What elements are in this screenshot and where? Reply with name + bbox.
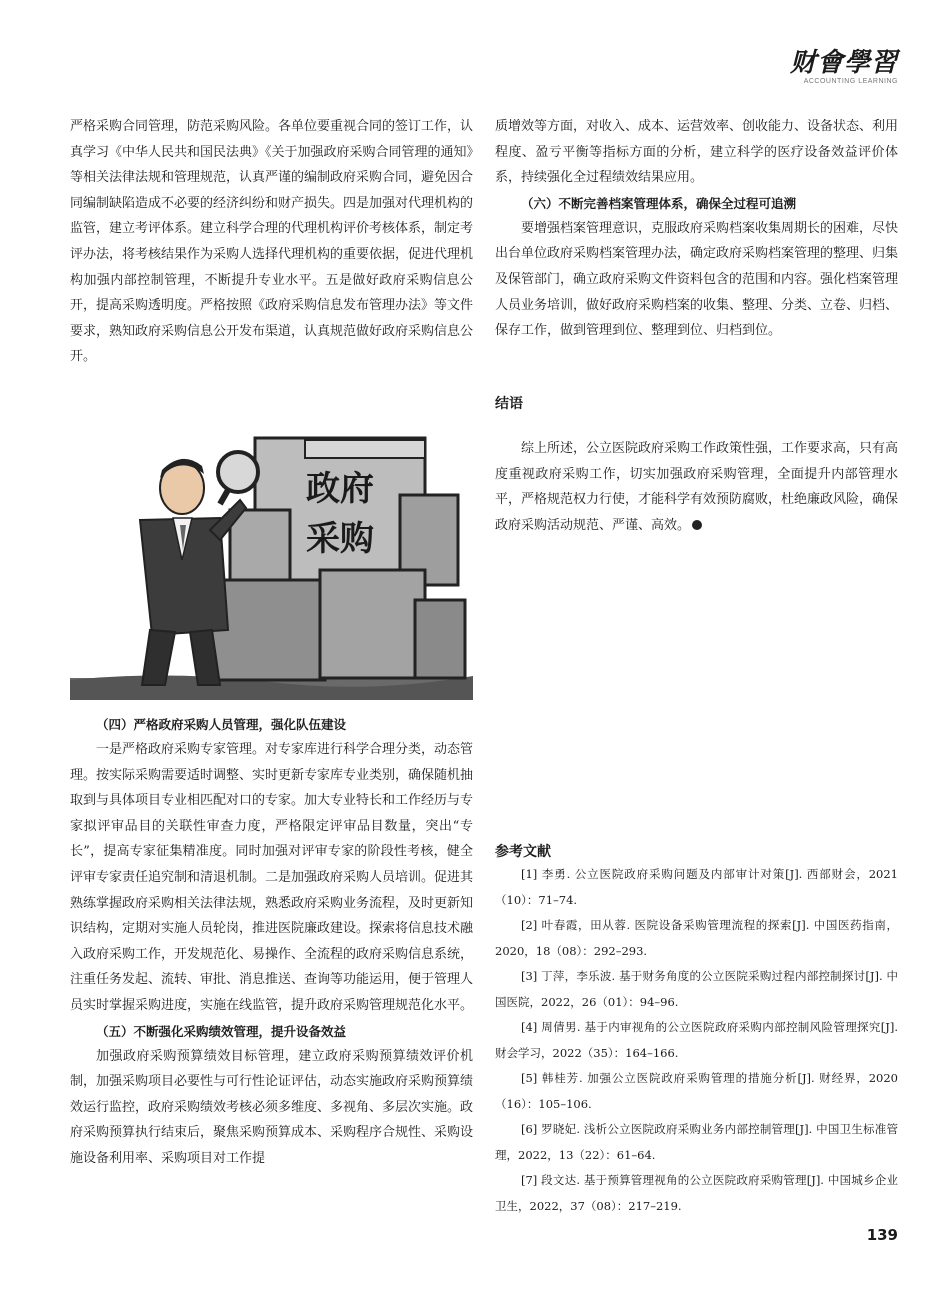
reference-item: [7] 段文达. 基于预算管理视角的公立医院政府采购管理[J]. 中国城乡企业卫生，2022，37（08）：217–219. xyxy=(495,1173,898,1213)
right-column xyxy=(495,114,898,344)
reference-item: [5] 韩桂芳. 加强公立医院政府采购管理的措施分析[J]. 财经界，2020（16）：105–106. xyxy=(495,1071,898,1111)
journal-logo-en: ACCOUNTING LEARNING xyxy=(803,78,898,85)
section-heading-6: （六）不断完善档案管理体系，确保全过程可追溯 xyxy=(521,195,797,211)
right-paragraph-2: 要增强档案管理意识，克服政府采购档案收集周期长的困难，尽快出台单位政府采购档案管理办法，确定政府采购档案管理的整理、归集及保管部门，确立政府采购文件资料包含的范围和内容。强化档案管理人员业务培训，做好政府采购档案的收集、整理、分类、立卷、归档、保存工作，做到管理到位、整理到位、归档到位。 xyxy=(495,220,899,339)
journal-logo-cn: 财會學習 xyxy=(789,48,898,78)
left-column xyxy=(70,114,473,370)
page-number: 139 xyxy=(866,1226,898,1244)
journal-logo xyxy=(790,48,898,85)
references-heading: 参考文献 xyxy=(495,844,551,860)
figure-text-line2: 采购 xyxy=(306,519,374,559)
left-paragraph-3: 加强政府采购预算绩效目标管理，建立政府采购预算绩效评价机制，加强采购项目必要性与可行性论证评估，动态实施政府采购预算绩效运行监控，政府采购绩效考核必须多维度、多视角、多层次实施。政府采购预算执行结束后，聚焦采购预算成本、采购程序合规性、采购设施设备利用率、采购项目对工作提 xyxy=(70,1048,474,1166)
references-list xyxy=(495,862,898,1219)
conclusion-section xyxy=(495,436,898,538)
right-paragraph-1: 质增效等方面，对收入、成本、运营效率、创收能力、设备状态、利用程度、盈亏平衡等指标方面的分析，建立科学的医疗设备效益评价体系，持续强化全过程绩效结果应用。 xyxy=(495,119,899,186)
end-mark-icon xyxy=(692,520,702,530)
reference-item: [1] 李勇. 公立医院政府采购问题及内部审计对策[J]. 西部财会，2021（10）：71–74. xyxy=(495,867,898,907)
conclusion-text: 综上所述，公立医院政府采购工作政策性强，工作要求高，只有高度重视政府采购工作，切实加强政府采购管理，全面提升内部管理水平，严格规范权力行使，才能科学有效预防腐败，杜绝廉政风险，确保政府采购活动规范、严谨、高效。 xyxy=(495,441,899,533)
conclusion-heading-wrap xyxy=(495,392,523,417)
left-column-lower xyxy=(70,712,473,1172)
conclusion-paragraph xyxy=(495,436,898,538)
left-paragraph-1: 严格采购合同管理，防范采购风险。各单位要重视合同的签订工作，认真学习《中华人民共和国民法典》《关于加强政府采购合同管理的通知》等相关法律法规和管理规范，认真严谨的编制政府采购合同，避免因合同编制缺陷造成不必要的经济纠纷和财产损失。四是加强对代理机构的监管，建立考评体系。建立科学合理的代理机构评价考核体系，制定考评办法，将考核结果作为采购人选择代理机构的重要依据，促进代理机构加强内部控制管理，不断提升专业水平。五是做好政府采购信息公开，提高采购透明度。严格按照《政府采购信息发布管理办法》等文件要求，熟知政府采购信息公开发布渠道，认真规范做好政府采购信息公开。 xyxy=(70,119,474,365)
figure-text-line1: 政府 xyxy=(306,469,374,509)
reference-item: [3] 丁萍，李乐波. 基于财务角度的公立医院采购过程内部控制探讨[J]. 中国医院，2022，26（01）：94–96. xyxy=(495,969,898,1009)
left-paragraph-2: 一是严格政府采购专家管理。对专家库进行科学合理分类，动态管理。按实际采购需要适时调整、实时更新专家库专业类别，确保随机抽取到与具体项目专业相匹配对口的专家。加大专业特长和工作经历与专家拟评审品目的关联性审查力度，严格限定评审品目数量，突出“专长”，提高专家征集精准度。同时加强对评审专家的阶段性考核，健全评审专家责任追究制和清退机制。二是加强政府采购人员培训。促进其熟练掌握政府采购相关法律法规，熟悉政府采购业务流程，及时更新知识结构，定期对实施人员轮岗，推进医院廉政建设。探索将信息技术融入政府采购工作，开发规范化、易操作、全流程的政府采购信息系统，注重任务发起、流转、审批、消息推送、查询等功能运用，便于管理人员实时掌握采购进度，实施在线监管，提升政府采购管理规范化水平。 xyxy=(70,742,474,1013)
illustration-government-procurement xyxy=(70,400,473,700)
reference-item: [6] 罗晓妃. 浅析公立医院政府采购业务内部控制管理[J]. 中国卫生标准管理，2022，13（22）：61–64. xyxy=(495,1122,898,1162)
reference-item: [4] 周倩男. 基于内审视角的公立医院政府采购内部控制风险管理探究[J]. 财会学习，2022（35）：164–166. xyxy=(495,1020,898,1060)
section-heading-5: （五）不断强化采购绩效管理，提升设备效益 xyxy=(96,1023,347,1039)
reference-item: [2] 叶春霞，田从蓉. 医院设备采购管理流程的探索[J]. 中国医药指南，2020，18（08）：292–293. xyxy=(495,918,898,958)
conclusion-heading: 结语 xyxy=(495,396,523,412)
illustration-svg xyxy=(70,400,473,700)
section-heading-4: （四）严格政府采购人员管理，强化队伍建设 xyxy=(96,717,347,732)
